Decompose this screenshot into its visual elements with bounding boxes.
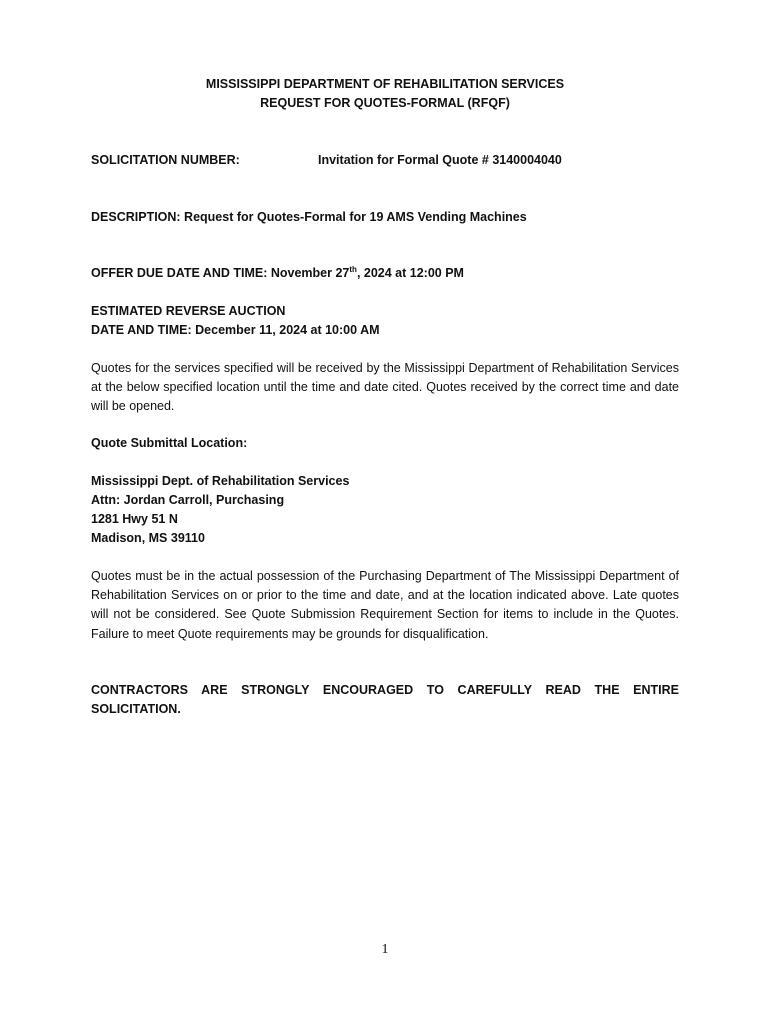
offer-due-prefix: OFFER DUE DATE AND TIME: November 27 xyxy=(91,266,350,280)
address-line3: 1281 Hwy 51 N xyxy=(91,512,178,526)
page-number: 1 xyxy=(381,942,389,957)
offer-due-date xyxy=(91,264,464,283)
header-subtitle: REQUEST FOR QUOTES-FORMAL (RFQF) xyxy=(260,96,510,110)
submittal-heading: Quote Submittal Location: xyxy=(91,436,248,450)
auction-line2: DATE AND TIME: December 11, 2024 at 10:00 AM xyxy=(91,323,380,337)
intro-paragraph: Quotes for the services specified will be received by the Mississippi Department of Rehabilitation Services at the below specified location until the time and date cited. Quotes received by the correct time and date will be opened. xyxy=(91,361,679,414)
notice-paragraph: CONTRACTORS ARE STRONGLY ENCOURAGED TO CAREFULLY READ THE ENTIRE SOLICITATION. xyxy=(91,683,679,717)
offer-due-sup: th xyxy=(349,264,357,274)
address-line2: Attn: Jordan Carroll, Purchasing xyxy=(91,493,285,507)
address-line1: Mississippi Dept. of Rehabilitation Services xyxy=(91,474,350,488)
header-title: MISSISSIPPI DEPARTMENT OF REHABILITATION SERVICES xyxy=(205,77,565,91)
requirements-paragraph: Quotes must be in the actual possession of the Purchasing Department of The Mississippi Department of Rehabilitation Services on or prior to the time and date, and at the location indicated above. Late quotes will not be considered. See Quote Submission Requirement Section for items to include in the Quotes. Failure to meet Quote requirements may be grounds for disqualification. xyxy=(91,569,679,641)
description: DESCRIPTION: Request for Quotes-Formal for 19 AMS Vending Machines xyxy=(91,210,527,224)
solicitation-label: SOLICITATION NUMBER: xyxy=(91,153,240,167)
address-line4: Madison, MS 39110 xyxy=(91,531,205,545)
solicitation-value: Invitation for Formal Quote # 3140004040 xyxy=(318,153,562,167)
auction-line1: ESTIMATED REVERSE AUCTION xyxy=(91,304,286,318)
offer-due-rest: , 2024 at 12:00 PM xyxy=(356,266,464,280)
